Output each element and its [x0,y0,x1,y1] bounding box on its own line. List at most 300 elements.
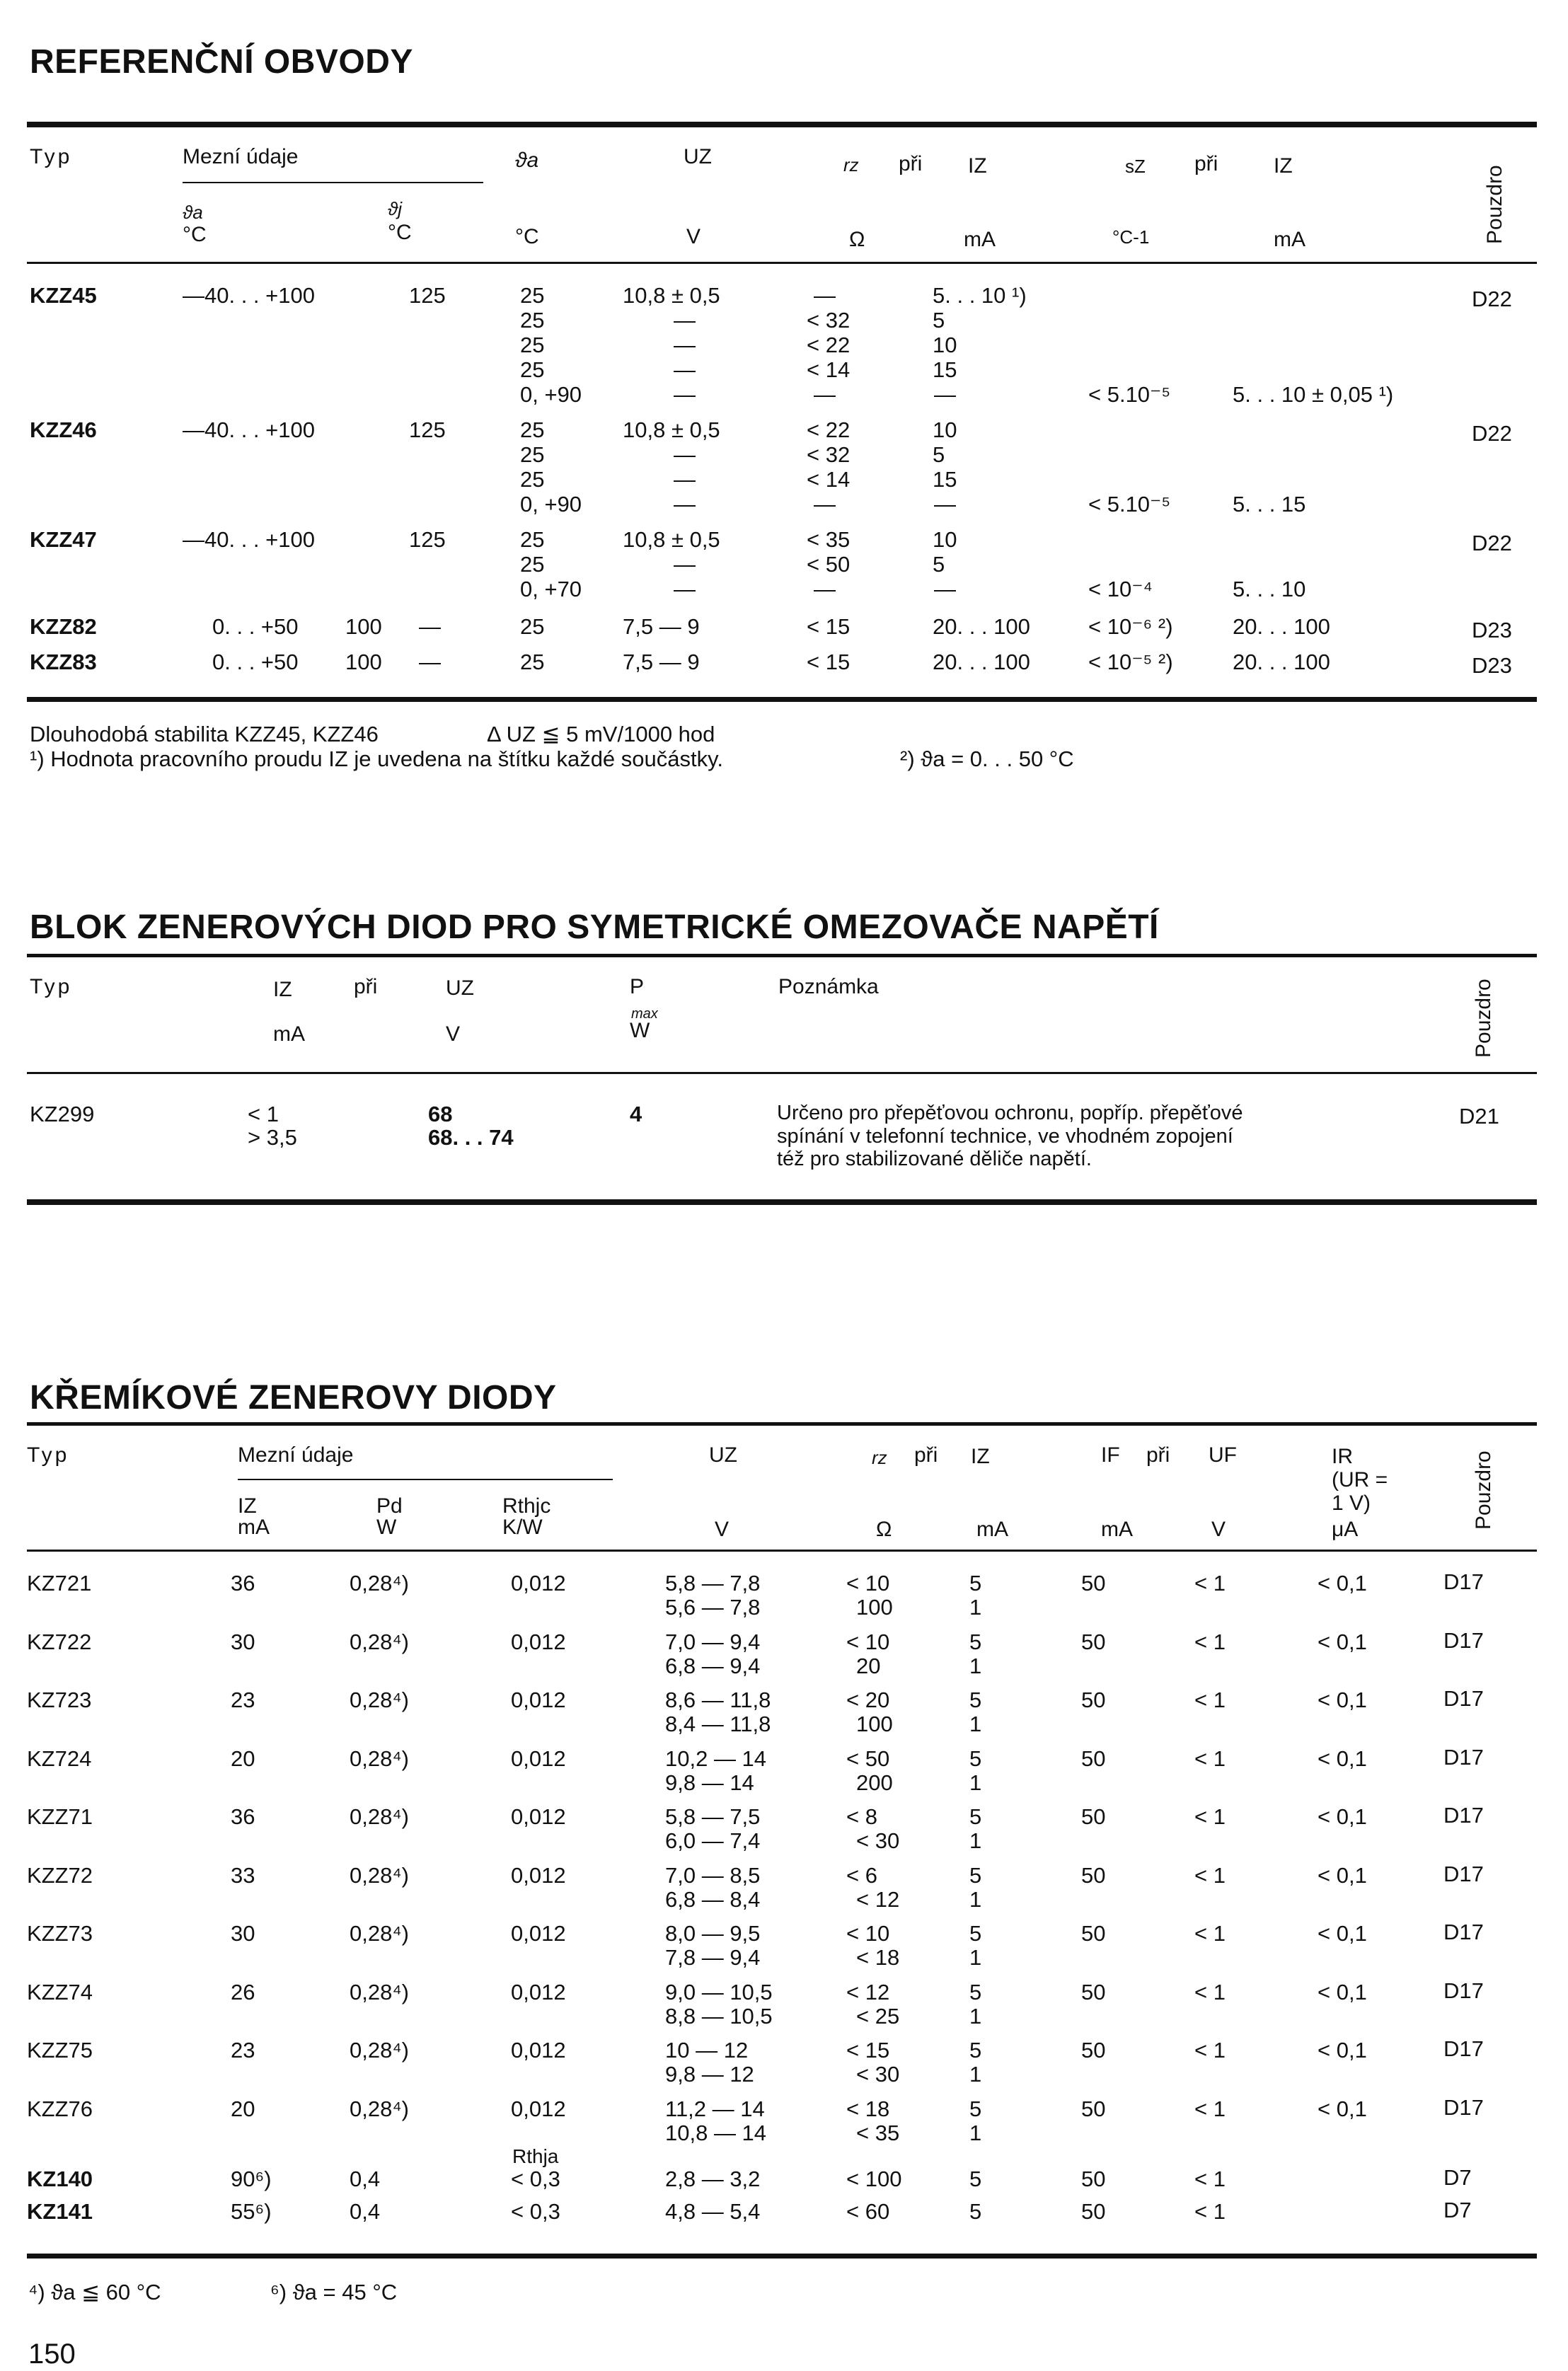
s3-uz2: 5,6 — 7,8 [665,1595,761,1620]
s3-col-ir: IR [1332,1445,1353,1468]
s1-typ: KZZ47 [30,527,97,552]
s3-rth: 0,012 [511,1688,566,1712]
s3-pd: 0,28⁴) [350,1862,409,1888]
s3-rz2: < 35 [856,2120,900,2145]
col-pri1: při [899,152,923,175]
s1-iz2: 5. . . 10 [1233,577,1306,601]
s1-ta: 0, +90 [520,382,582,407]
s1-tj: 100 [345,650,382,674]
s3-rth: 0,012 [511,2096,566,2121]
note-footnote-2: ²) ϑa = 0. . . 50 °C [900,746,1074,771]
s3-uf: < 1 [1194,2038,1226,2063]
s1-ta: 25 [520,417,545,442]
s3-typ: KZ141 [27,2199,93,2224]
s3-typ: KZ723 [27,1688,92,1712]
s1-iz: — [934,577,956,601]
s3-ir: < 0,1 [1318,1921,1367,1946]
s2-typ: KZ299 [30,1102,95,1126]
s3-unit-ir: μA [1332,1518,1359,1541]
s3-rz1: < 50 [846,1746,890,1771]
s3-pd: 0,28⁴) [350,2038,409,2063]
s3-ir: < 0,1 [1318,1571,1367,1596]
s3-col-mezni: Mezní údaje [238,1443,354,1467]
s3-rz2: < 30 [856,2062,900,2087]
s1-uz: — [674,552,696,577]
s2-col-uz: UZ [446,976,474,1000]
s3-if: 50 [1081,1921,1106,1946]
s3-rz1: < 100 [846,2167,902,2191]
s1-ta: 25 [520,442,545,467]
s3-uz1: 10 — 12 [665,2038,749,2063]
s3-uz1: 10,2 — 14 [665,1746,767,1771]
s3-uz1: 8,6 — 11,8 [665,1688,771,1712]
s3-izt1: 5 [969,1979,982,2004]
s1-iz: 10 [933,527,957,552]
s1-iz: 15 [933,467,957,492]
s3-unit-pd: W [376,1516,397,1539]
s3-pouzdro: D17 [1443,1861,1484,1886]
s3-rth: 0,012 [511,1862,566,1888]
s3-izt2: 1 [969,1770,982,1795]
section2-title: BLOK ZENEROVÝCH DIOD PRO SYMETRICKÉ OMEZOVAČE NAPĚTÍ [30,908,1159,946]
s3-uf: < 1 [1194,1629,1226,1654]
s1-uz: 7,5 — 9 [623,614,700,639]
unit-sz: °C-1 [1112,226,1150,248]
s3-iz: 20 [231,1746,255,1771]
s3-unit-uz: V [715,1518,730,1541]
s1-uz: 10,8 ± 0,5 [623,527,720,552]
s3-pd: 0,28⁴) [350,1571,409,1596]
s3-if: 50 [1081,1571,1106,1596]
s3-ir: < 0,1 [1318,1862,1367,1888]
s1-rz: — [814,577,836,601]
sub-theta-a: ϑa [183,202,203,223]
s2-uz1: 68 [428,1102,453,1126]
s3-typ: KZ721 [27,1571,92,1596]
s1-iz: 5. . . 10 ¹) [933,283,1027,308]
s1-rz: < 14 [807,357,851,382]
s1-ta: 25 [520,527,545,552]
s3-rz1: < 6 [846,1862,877,1888]
s3-mezni-underline [238,1479,613,1480]
s1-uz: 10,8 ± 0,5 [623,417,720,442]
s3-uz2: 8,4 — 11,8 [665,1712,771,1736]
s3-if: 50 [1081,1862,1106,1888]
s3-pouzdro: D17 [1443,2036,1484,2061]
s3-footnote-6: ⁶) ϑa = 45 °C [270,2280,398,2304]
s3-if: 50 [1081,2167,1106,2191]
s1-iz: 5 [933,442,945,467]
s1-iz: 5 [933,308,945,333]
s3-iz: 36 [231,1804,255,1829]
s2-unit-iz: mA [273,1022,305,1046]
s1-typ: KZZ46 [30,417,97,442]
s3-ir: < 0,1 [1318,2096,1367,2121]
s2-col-pri: při [354,975,378,998]
s3-uf: < 1 [1194,1688,1226,1712]
s3-uz2: 7,8 — 9,4 [665,1945,761,1970]
section2-top-rule [27,954,1537,957]
s1-sz: < 5.10⁻⁵ [1088,382,1171,407]
col-iz1: IZ [968,154,987,178]
s3-izt2: 1 [969,1712,982,1736]
s3-footnote-4: ⁴) ϑa ≦ 60 °C [28,2280,161,2304]
s2-col-iz: IZ [273,978,292,1001]
s1-uz: — [674,333,696,357]
s3-pd: 0,28⁴) [350,1921,409,1946]
s3-rz2: 20 [856,1653,881,1678]
s1-tj2: — [419,614,441,639]
s3-rz1: < 10 [846,1921,890,1946]
s3-izt1: 5 [969,1746,982,1771]
s3-col-ir-cond1: (UR = [1332,1468,1388,1492]
s3-typ: KZ722 [27,1629,92,1654]
s3-col-pri2: při [1146,1443,1170,1467]
s3-rz2: 200 [856,1770,893,1795]
s3-uz2: 6,8 — 9,4 [665,1653,761,1678]
s3-pouzdro: D7 [1443,2165,1472,2190]
s3-rth: < 0,3 [511,2199,560,2224]
s3-rth: 0,012 [511,2038,566,2063]
unit-rz: Ω [849,228,865,251]
s1-rz: < 22 [807,333,851,357]
s1-ta: 25 [520,467,545,492]
s3-iz: 36 [231,1571,255,1596]
note-footnote-1: ¹) Hodnota pracovního proudu IZ je uvedena na štítku každé součástky. [30,746,723,771]
s3-col-typ: Typ [27,1443,70,1467]
sub-theta-a-unit: °C [183,223,207,246]
s3-pouzdro: D17 [1443,1569,1484,1594]
s3-rth: < 0,3 [511,2167,560,2191]
s3-col-pd: Pd [376,1494,403,1518]
col-theta-a: ϑa [515,149,539,172]
s3-rth: 0,012 [511,1979,566,2004]
s3-uz1: 5,8 — 7,8 [665,1571,761,1596]
s3-uz2: 6,8 — 8,4 [665,1886,761,1912]
s3-rz2: 100 [856,1595,893,1620]
s3-uz2: 9,8 — 12 [665,2062,754,2087]
s3-unit-iz2: mA [976,1518,1008,1541]
s1-iz: 10 [933,417,957,442]
s3-pd: 0,28⁴) [350,2096,409,2121]
s3-rz1: < 60 [846,2199,890,2224]
s1-sz: < 10⁻⁵ ²) [1088,650,1173,674]
col-pri2: při [1194,152,1218,175]
s1-rz: < 15 [807,614,851,639]
s3-iz: 30 [231,1629,255,1654]
s1-rz: < 14 [807,467,851,492]
unit-iz1: mA [964,228,996,251]
s1-uz: 10,8 ± 0,5 [623,283,720,308]
s1-sz: < 10⁻⁴ [1088,577,1153,601]
s2-iz1: < 1 [248,1102,279,1126]
s3-rz2: < 12 [856,1886,900,1912]
page-number: 150 [28,2338,76,2370]
s3-pouzdro: D17 [1443,1686,1484,1711]
s2-unit-uz: V [446,1022,461,1046]
s1-iz: 20. . . 100 [933,650,1030,674]
s1-pouzdro: D23 [1472,618,1512,642]
s3-rth: 0,012 [511,1629,566,1654]
s3-col-rz: rz [872,1447,887,1468]
s3-izt2: 1 [969,2003,982,2029]
s3-izt1: 5 [969,1688,982,1712]
s3-if: 50 [1081,1746,1106,1771]
s3-pouzdro: D17 [1443,2094,1484,2120]
s3-pd: 0,4 [350,2167,381,2191]
s1-uz: — [674,442,696,467]
s3-uz1: 2,8 — 3,2 [665,2167,761,2191]
s3-if: 50 [1081,2096,1106,2121]
s1-iz: 10 [933,333,957,357]
s3-izt2: 1 [969,1828,982,1853]
s3-uz1: 7,0 — 8,5 [665,1862,761,1888]
s3-col-rthjc: Rthjc [502,1494,551,1518]
s1-ta: 0, +90 [520,492,582,517]
s1-ta-range: —40. . . +100 [183,527,315,552]
s1-ta: 25 [520,552,545,577]
s3-uf: < 1 [1194,1804,1226,1829]
unit-uz: V [686,225,701,248]
s3-ir: < 0,1 [1318,1688,1367,1712]
s3-pd: 0,28⁴) [350,1979,409,2004]
col-mezni: Mezní údaje [183,145,299,168]
s3-ir: < 0,1 [1318,1979,1367,2004]
s3-pd: 0,28⁴) [350,1746,409,1771]
s1-ta: 25 [520,283,545,308]
s1-iz: 5 [933,552,945,577]
s3-typ: KZ724 [27,1746,92,1771]
s1-iz2: 20. . . 100 [1233,614,1330,639]
s3-izt2: 1 [969,2062,982,2087]
s3-col-if: IF [1101,1443,1120,1467]
s3-uz1: 9,0 — 10,5 [665,1979,773,2004]
s3-izt1: 5 [969,2199,982,2224]
section3-top-rule [27,1422,1537,1426]
s3-col-uz: UZ [709,1443,737,1467]
s1-iz2: 5. . . 10 ± 0,05 ¹) [1233,382,1394,407]
s3-izt2: 1 [969,1886,982,1912]
s2-note-line1: Určeno pro přepěťovou ochronu, popříp. přepěťové [777,1102,1243,1124]
s2-uz2: 68. . . 74 [428,1125,514,1150]
s3-rz1: < 15 [846,2038,890,2063]
s3-if: 50 [1081,1629,1106,1654]
s1-tj: 125 [409,527,446,552]
s1-ta: 25 [520,333,545,357]
s1-typ: KZZ82 [30,614,97,639]
s3-pouzdro: D17 [1443,1803,1484,1828]
s3-iz: 33 [231,1862,255,1888]
s1-typ: KZZ83 [30,650,97,674]
s3-uz2: 10,8 — 14 [665,2120,767,2145]
s1-ta: 25 [520,357,545,382]
s3-izt1: 5 [969,1862,982,1888]
s3-uf: < 1 [1194,2199,1226,2224]
s2-p: 4 [630,1102,642,1126]
s3-if: 50 [1081,2038,1106,2063]
s1-uz: — [674,577,696,601]
s1-ta-range: 0. . . +50 [212,650,299,674]
s3-rth: 0,012 [511,1746,566,1771]
s1-tj: 125 [409,283,446,308]
s3-pouzdro: D17 [1443,1744,1484,1770]
s3-col-pouzdro: Pouzdro [1472,1450,1495,1530]
s3-typ: KZZ73 [27,1921,93,1946]
note-stability: Dlouhodobá stabilita KZZ45, KZZ46 [30,722,379,746]
s3-rz1: < 10 [846,1629,890,1654]
s3-uf: < 1 [1194,1921,1226,1946]
s3-typ: KZ140 [27,2167,93,2191]
s3-unit-if: mA [1101,1518,1133,1541]
s1-pouzdro: D22 [1472,287,1512,311]
s3-uz1: 11,2 — 14 [665,2096,765,2121]
s3-ir: < 0,1 [1318,1746,1367,1771]
s1-pouzdro: D22 [1472,421,1512,446]
s3-uf: < 1 [1194,1746,1226,1771]
s3-izt1: 5 [969,1804,982,1829]
s3-izt2: 1 [969,2120,982,2145]
s1-iz: — [934,492,956,517]
s2-col-p: P [630,975,645,998]
s1-rz: < 32 [807,308,851,333]
s3-uf: < 1 [1194,1571,1226,1596]
s1-iz: 15 [933,357,957,382]
s3-uf: < 1 [1194,1862,1226,1888]
s1-uz: — [674,382,696,407]
s3-uz1: 5,8 — 7,5 [665,1804,761,1829]
s3-uz2: 8,8 — 10,5 [665,2003,773,2029]
s3-col-ir-cond2: 1 V) [1332,1492,1371,1515]
s1-uz: — [674,357,696,382]
s1-iz2: 20. . . 100 [1233,650,1330,674]
sub-theta-j-unit: °C [388,221,412,244]
s3-iz: 20 [231,2096,255,2121]
s1-rz: < 50 [807,552,851,577]
s3-rth: 0,012 [511,1804,566,1829]
s3-pouzdro: D17 [1443,1920,1484,1944]
s1-ta-range: —40. . . +100 [183,417,315,442]
s3-iz: 55⁶) [231,2199,272,2224]
s3-if: 50 [1081,1804,1106,1829]
s3-uz2: 9,8 — 14 [665,1770,754,1795]
section1-title: REFERENČNÍ OBVODY [30,43,413,81]
s3-pouzdro: D17 [1443,1627,1484,1653]
s3-col-iz: IZ [238,1494,257,1518]
s1-rz: — [814,283,836,308]
note-stability-value: Δ UZ ≦ 5 mV/1000 hod [487,722,715,746]
s3-col-pri1: při [914,1443,938,1467]
section1-bottom-rule [27,697,1537,702]
s2-iz2: > 3,5 [248,1125,297,1150]
s3-typ: KZZ75 [27,2038,93,2063]
col-sz: sZ [1125,156,1146,177]
s3-izt2: 1 [969,1595,982,1620]
s3-col-iz2: IZ [971,1445,990,1468]
s3-iz: 23 [231,2038,255,2063]
s1-tj: 125 [409,417,446,442]
s3-uz2: 6,0 — 7,4 [665,1828,761,1853]
s2-col-typ: Typ [30,975,73,998]
mezni-underline [183,182,483,183]
s3-uz1: 8,0 — 9,5 [665,1921,761,1946]
s3-rz2: < 18 [856,1945,900,1970]
s3-rz2: < 30 [856,1828,900,1853]
s2-unit-p: W [630,1019,650,1042]
section3-title: KŘEMÍKOVÉ ZENEROVY DIODY [30,1379,557,1417]
s3-uz1: 4,8 — 5,4 [665,2199,761,2224]
s3-rz1: < 12 [846,1979,890,2004]
col-rz: rz [843,154,859,175]
s3-col-uf: UF [1209,1443,1237,1467]
s3-typ: KZZ76 [27,2096,93,2121]
s3-rz1: < 8 [846,1804,877,1829]
s2-col-pouzdro: Pouzdro [1472,979,1495,1058]
section3-bottom-rule [27,2254,1537,2258]
s3-rz2: 100 [856,1712,893,1736]
s1-ta-range: 0. . . +50 [212,614,299,639]
unit-ta: °C [515,225,539,248]
s3-rth: 0,012 [511,1921,566,1946]
s3-izt2: 1 [969,1653,982,1678]
s3-pouzdro: D7 [1443,2198,1472,2222]
s3-izt1: 5 [969,2167,982,2191]
s3-pd: 0,28⁴) [350,1804,409,1829]
s1-rz: < 32 [807,442,851,467]
s3-iz: 90⁶) [231,2167,272,2191]
s2-col-poznamka: Poznámka [778,975,879,998]
s2-note-line2: spínání v telefonní technice, ve vhodném zopojení [777,1125,1233,1148]
s1-rz: — [814,492,836,517]
s1-sz: < 5.10⁻⁵ [1088,492,1171,517]
s1-tj: 100 [345,614,382,639]
col-uz: UZ [684,145,712,168]
s3-typ: KZZ74 [27,1979,93,2004]
s3-if: 50 [1081,1979,1106,2004]
col-pouzdro: Pouzdro [1483,165,1506,244]
s3-unit-iz: mA [238,1516,270,1539]
s3-rthja-label: Rthja [512,2145,559,2167]
s3-ir: < 0,1 [1318,2038,1367,2063]
s3-unit-uf: V [1211,1518,1226,1541]
section1-top-rule [27,122,1537,127]
section2-bottom-rule [27,1199,1537,1205]
s3-typ: KZZ72 [27,1862,93,1888]
s3-iz: 23 [231,1688,255,1712]
s3-uf: < 1 [1194,2167,1226,2191]
s1-ta: 25 [520,308,545,333]
s2-pouzdro: D21 [1459,1104,1499,1129]
s3-ir: < 0,1 [1318,1629,1367,1654]
s1-tj2: — [419,650,441,674]
s1-uz: — [674,308,696,333]
s3-iz: 30 [231,1921,255,1946]
s1-ta: 25 [520,650,545,674]
s2-col-pmax: max [631,1006,658,1022]
s1-ta-range: —40. . . +100 [183,283,315,308]
s3-pd: 0,28⁴) [350,1629,409,1654]
s1-uz: — [674,467,696,492]
s1-ta: 0, +70 [520,577,582,601]
s1-pouzdro: D22 [1472,531,1512,555]
s1-iz: 20. . . 100 [933,614,1030,639]
col-iz2: IZ [1274,154,1293,178]
s3-ir: < 0,1 [1318,1804,1367,1829]
unit-iz2: mA [1274,228,1305,251]
s3-izt1: 5 [969,1571,982,1596]
s3-typ: KZZ71 [27,1804,93,1829]
s3-rz1: < 18 [846,2096,890,2121]
s2-note-line3: též pro stabilizované děliče napětí. [777,1148,1092,1170]
